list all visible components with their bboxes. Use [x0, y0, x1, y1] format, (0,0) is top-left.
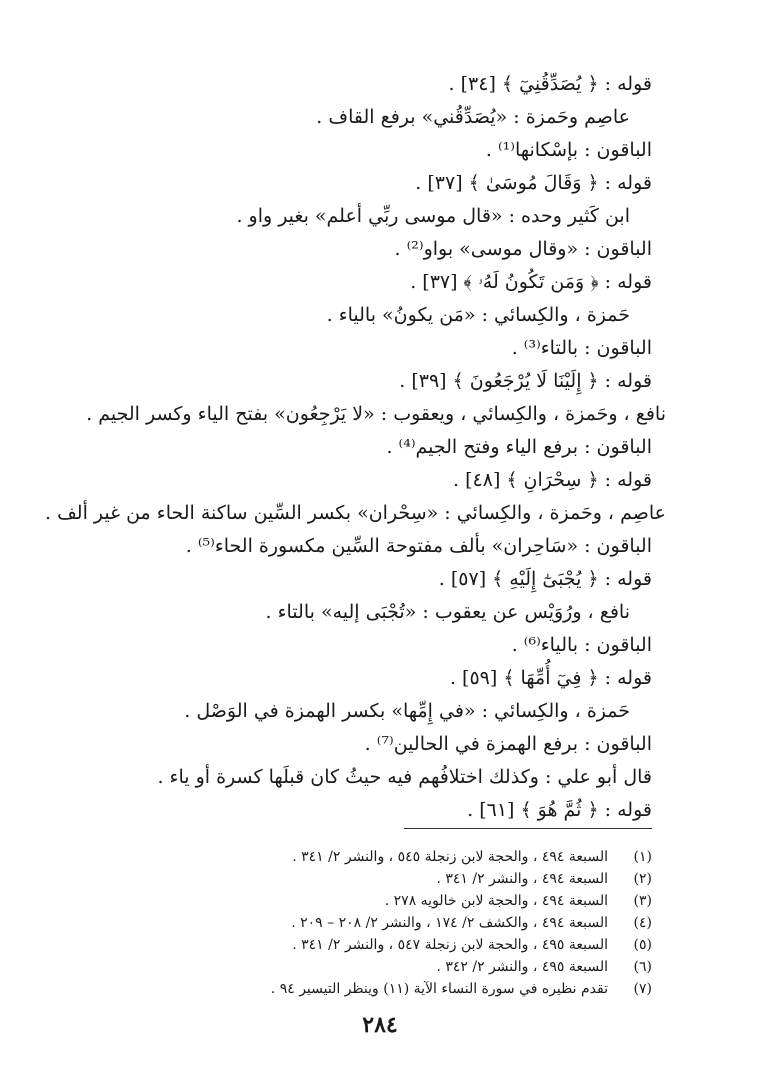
text-line: قوله : ﴿ سِحْرَانِ ﴾ [٤٨] .	[453, 469, 652, 491]
text-line: حَمزة ، والكِسائي : «في إِمِّها» بكسر الهمزة في الوَصْل .	[184, 700, 630, 722]
text-line: عاصِم ، وحَمزة ، والكِسائي : «سِحْران» بكسر السِّين ساكنة الحاء من غير ألف .	[45, 502, 666, 524]
footnote-divider	[404, 828, 652, 829]
footnote	[112, 890, 652, 912]
footnote-text: السبعة ٤٩٥ ، والنشر ٢/ ٣٤٢ .	[436, 959, 608, 975]
footnote-text: تقدم نظيره في سورة النساء الآية (١١) وينظر التيسير ٩٤ .	[270, 981, 608, 997]
text-line: قوله : ﴿ إِلَيْنَا لَا يُرْجَعُونَ ﴾ [٣٩] .	[399, 370, 652, 392]
text-line: الباقون : برفع الياء وفتح الجيم⁽⁴⁾ .	[386, 436, 652, 458]
text-line: حَمزة ، والكِسائي : «مَن يكونُ» بالياء .	[326, 304, 630, 326]
text-line: الباقون : برفع الهمزة في الحالين⁽⁷⁾ .	[364, 733, 652, 755]
main-text	[45, 68, 666, 827]
footnote-number: (٧)	[633, 981, 652, 997]
footnote	[112, 978, 652, 1000]
footnote	[112, 846, 652, 868]
footnote-number: (٦)	[633, 959, 652, 975]
text-line: قوله : ﴿ وَقَالَ مُوسَىٰ ﴾ [٣٧] .	[415, 172, 652, 194]
footnote-text: السبعة ٤٩٤ ، والكشف ٢/ ١٧٤ ، والنشر ٢/ ٢٠٨ – ٢٠٩ .	[291, 915, 608, 931]
text-line: نافع ، وحَمزة ، والكِسائي ، ويعقوب : «لا يَرْجِعُون» بفتح الياء وكسر الجيم .	[86, 403, 666, 425]
text-line: قوله : ﴿ وَمَن تَكُونُ لَهُۥ ﴾ [٣٧] .	[410, 271, 652, 293]
text-line: الباقون : بالتاء⁽³⁾ .	[511, 337, 652, 359]
footnote	[112, 934, 652, 956]
text-line: نافع ، ورُوَيْس عن يعقوب : «تُجْبَى إليه» بالتاء .	[265, 601, 630, 623]
text-line: عاصِم وحَمزة : «يُصَدِّقُني» برفع القاف .	[316, 106, 630, 128]
footnote-number: (١)	[633, 849, 652, 865]
footnote-number: (٢)	[633, 871, 652, 887]
text-line: الباقون : «سَاحِران» بألف مفتوحة السِّين مكسورة الحاء⁽⁵⁾ .	[185, 535, 652, 557]
footnote-text: السبعة ٤٩٥ ، والحجة لابن زنجلة ٥٤٧ ، والنشر ٢/ ٣٤١ .	[292, 937, 608, 953]
footnote-number: (٥)	[633, 937, 652, 953]
footnote-number: (٤)	[633, 915, 652, 931]
text-line: قوله : ﴿ ثُمَّ هُوَ ﴾ [٦١] .	[467, 799, 652, 821]
footnote	[112, 956, 652, 978]
text-line: قال أبو علي : وكذلك اختلافُهم فيه حيثُ كان قبلَها كسرة أو ياء .	[157, 766, 652, 788]
footnote	[112, 868, 652, 890]
footnote-text: السبعة ٤٩٤ ، والحجة لابن خالويه ٢٧٨ .	[384, 893, 608, 909]
text-line: قوله : ﴿ يُصَدِّقُنِيٓ ﴾ [٣٤] .	[448, 73, 652, 95]
footnote	[112, 912, 652, 934]
text-line: قوله : ﴿ فِيٓ أُمِّهَا ﴾ [٥٩] .	[449, 667, 652, 689]
footnote-text: السبعة ٤٩٤ ، والنشر ٢/ ٣٤١ .	[436, 871, 608, 887]
text-line: قوله : ﴿ يُجْبَىٰٓ إِلَيْهِ ﴾ [٥٧] .	[438, 568, 652, 590]
text-line: ابن كَثير وحده : «قال موسى ربِّي أعلم» بغير واو .	[236, 205, 630, 227]
footnote-text: السبعة ٤٩٤ ، والحجة لابن زنجلة ٥٤٥ ، والنشر ٢/ ٣٤١ .	[292, 849, 608, 865]
text-line: الباقون : «وقال موسى» بواو⁽²⁾ .	[394, 238, 652, 260]
text-line: الباقون : بالياء⁽⁶⁾ .	[511, 634, 652, 656]
footnote-number: (٣)	[633, 893, 652, 909]
footnotes	[112, 846, 652, 1000]
text-line: الباقون : بإسْكانها⁽¹⁾ .	[485, 139, 652, 161]
page-number: ٢٨٤	[362, 1012, 398, 1038]
